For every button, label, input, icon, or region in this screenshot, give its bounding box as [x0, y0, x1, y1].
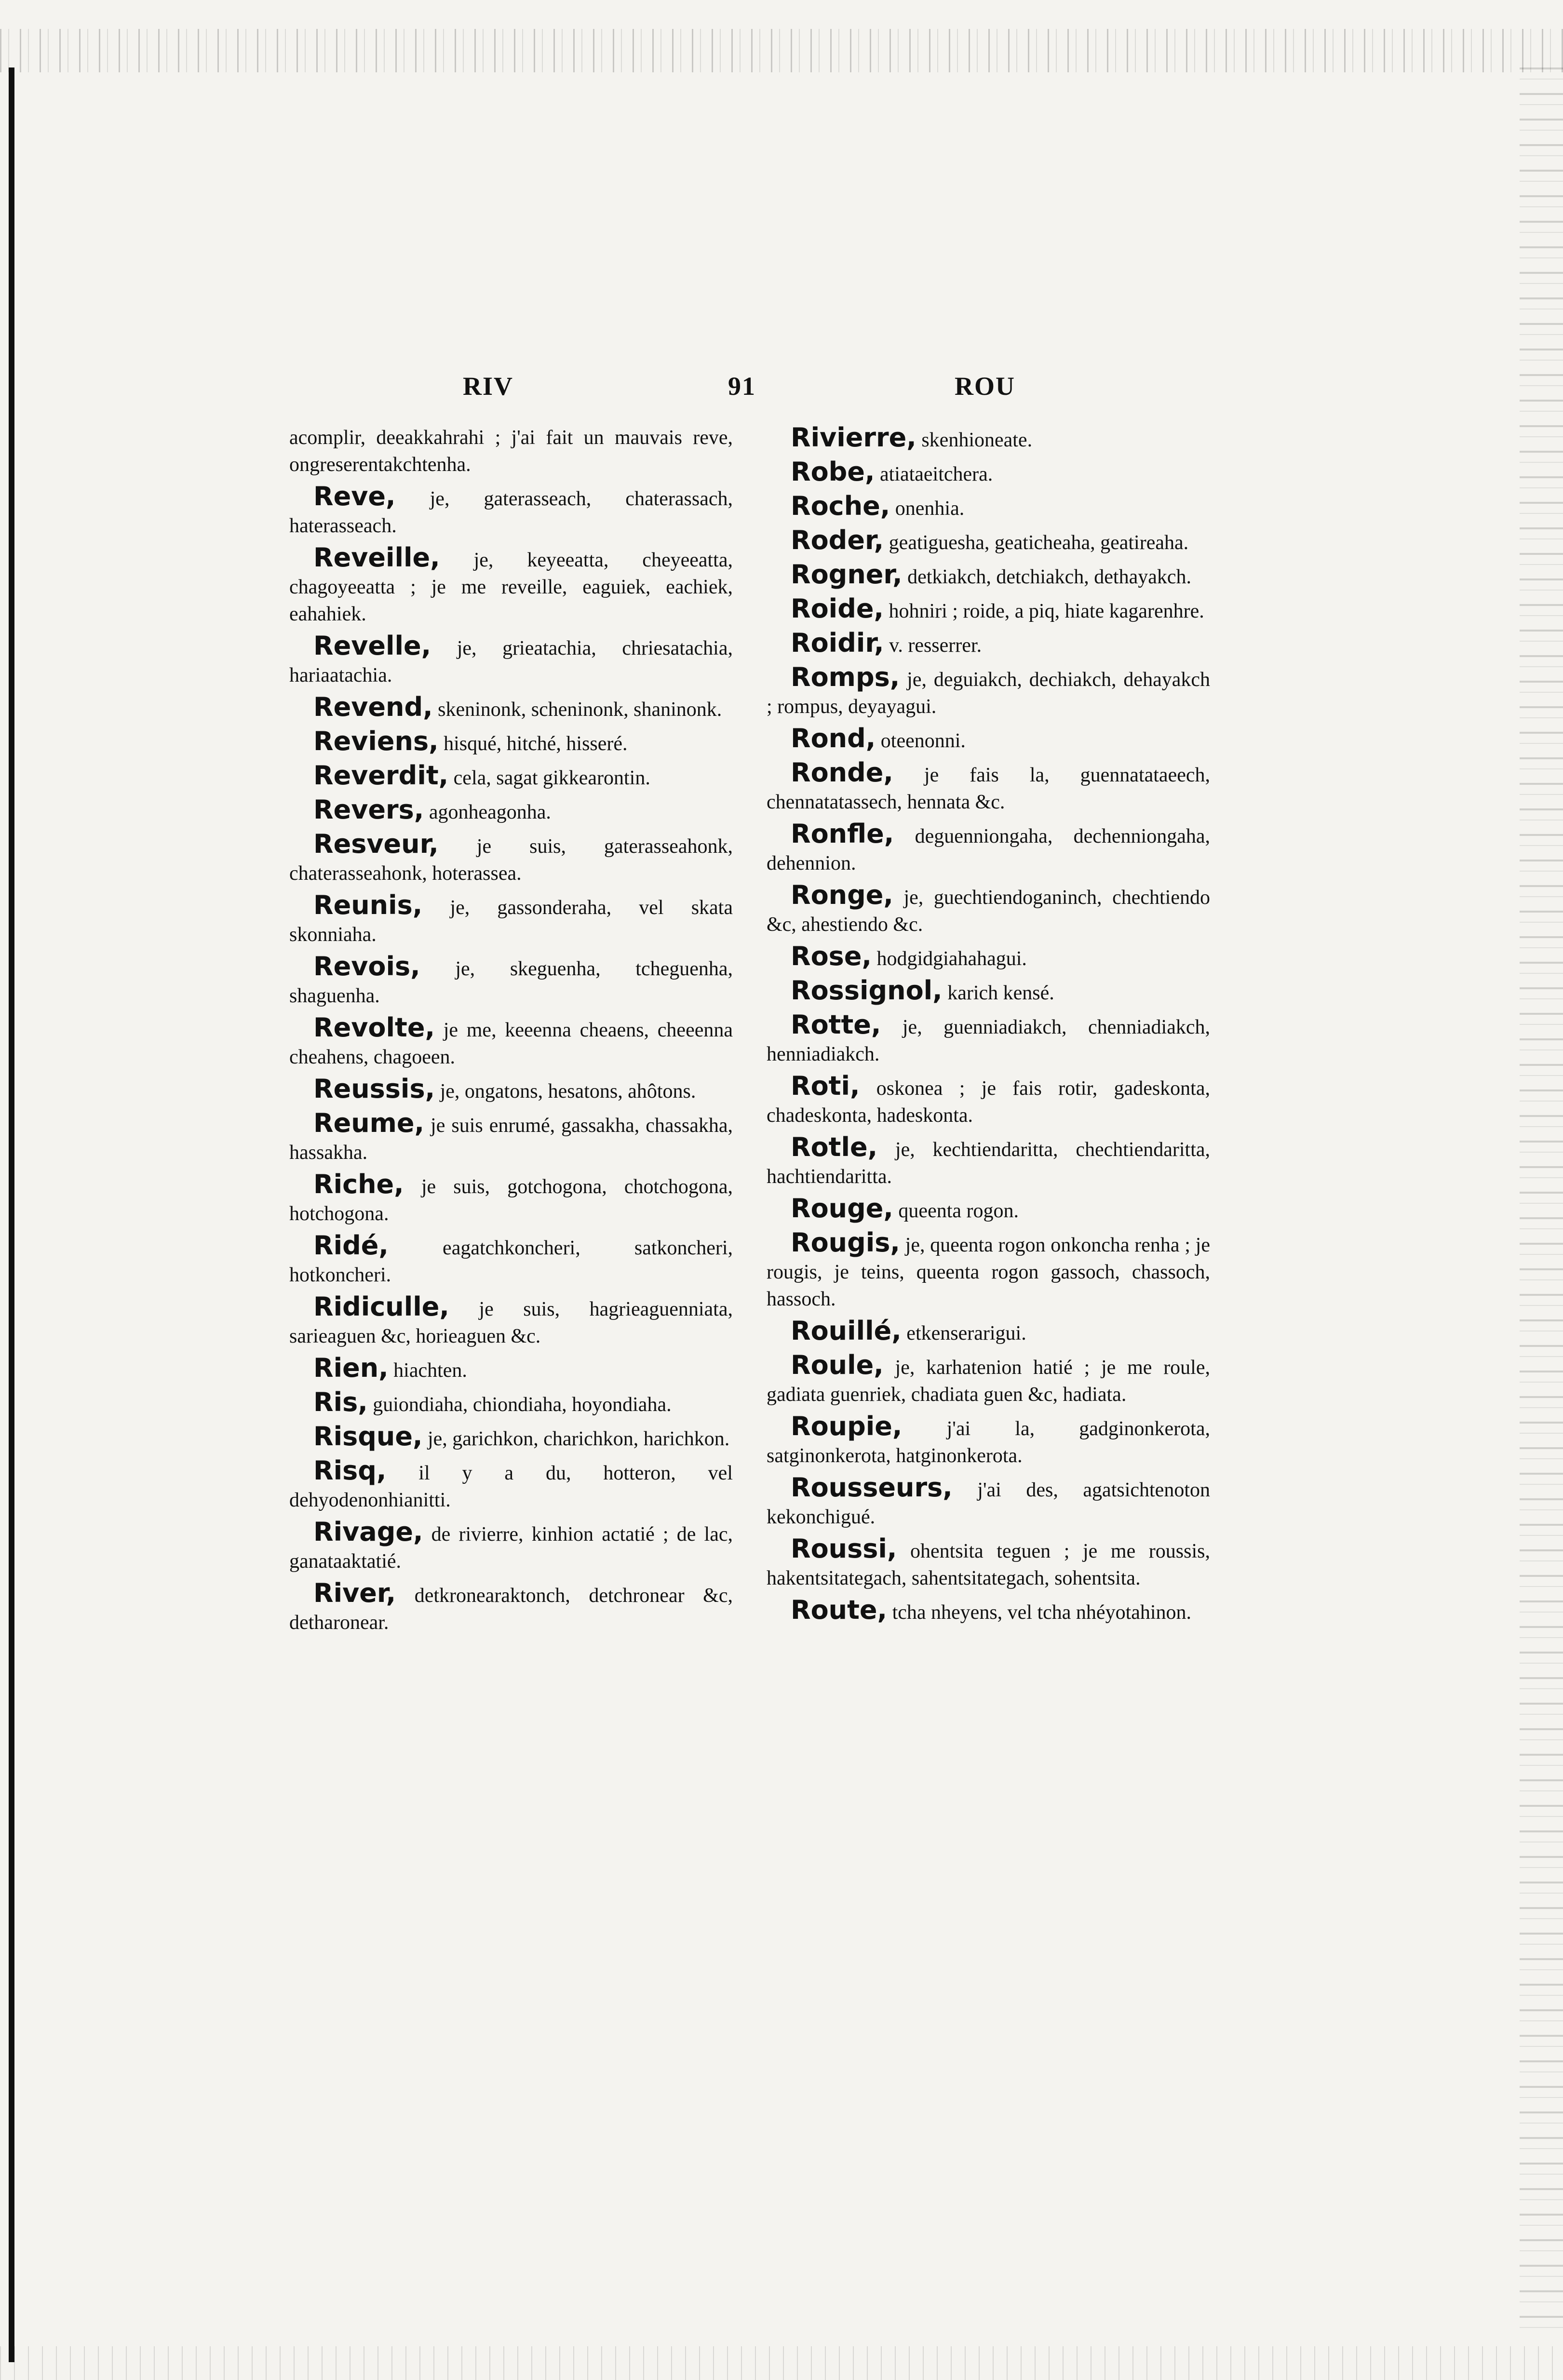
entry-definition: acomplir, deeakkahrahi ; j'ai fait un mauvais reve, ongreserentakchtenha.: [289, 427, 733, 476]
running-head-right: ROU: [955, 372, 1015, 401]
entry-definition: karich kensé.: [942, 982, 1054, 1004]
entry-definition: etkenserarigui.: [901, 1322, 1026, 1345]
dictionary-entry: [767, 1413, 1210, 1469]
dictionary-entry: [289, 1171, 733, 1227]
entry-definition: hodgidgiahahagui.: [871, 948, 1027, 970]
dictionary-entry: [289, 1389, 733, 1418]
entry-headword: Roupie,: [791, 1411, 903, 1441]
entry-headword: Roule,: [791, 1350, 884, 1380]
entry-definition: skeninonk, scheninonk, shaninonk.: [432, 699, 722, 721]
page-header: [463, 371, 1215, 415]
dictionary-entry: [289, 762, 733, 792]
entry-headword: Reviens,: [313, 726, 439, 756]
entry-headword: Rouge,: [791, 1193, 893, 1224]
dictionary-entry: [767, 820, 1210, 877]
entry-definition: guiondiaha, chiondiaha, hoyondiaha.: [367, 1394, 672, 1416]
dictionary-entry: [289, 892, 733, 948]
entry-headword: Roide,: [791, 593, 884, 624]
entry-definition: je, skeguenha, tcheguenha, shaguenha.: [289, 958, 733, 1007]
dictionary-entry: [767, 1073, 1210, 1129]
dictionary-entry: [289, 632, 733, 689]
entry-definition: oskonea ; je fais rotir, gadeskonta, chadeskonta, hadeskonta.: [767, 1077, 1210, 1127]
entry-definition: oteenonni.: [876, 730, 966, 752]
dictionary-entry: [767, 1195, 1210, 1224]
dictionary-entry: [767, 1352, 1210, 1408]
entry-definition: je, grieatachia, chriesatachia, hariaatachia.: [289, 637, 733, 686]
dictionary-entry: [289, 1076, 733, 1105]
dictionary-entry: [767, 630, 1210, 659]
entry-definition: j'ai des, agatsichtenoton kekonchigué.: [767, 1479, 1210, 1528]
left-column: [289, 424, 733, 1641]
entry-definition: je, guechtiendoganinch, chechtiendo &c, ahestiendo &c.: [767, 887, 1210, 936]
entry-definition: queenta rogon.: [893, 1200, 1019, 1222]
entry-definition: je, gassonderaha, vel skata skonniaha.: [289, 897, 733, 946]
dictionary-entry: [767, 1134, 1210, 1190]
dictionary-entry: [767, 725, 1210, 754]
entry-headword: Rogner,: [791, 559, 903, 590]
dictionary-entry: [767, 561, 1210, 591]
entry-headword: Risque,: [313, 1421, 423, 1452]
entry-definition: detkronearaktonch, detchronear &c, detharonear.: [289, 1585, 733, 1634]
entry-headword: Rougis,: [791, 1227, 900, 1258]
entry-headword: Risq,: [313, 1455, 387, 1486]
dictionary-entry: [767, 882, 1210, 938]
entry-definition: hisqué, hitché, hisseré.: [438, 733, 628, 755]
dictionary-entry: [289, 1423, 733, 1452]
entry-definition: skenhioneate.: [916, 429, 1033, 451]
scan-edge-noise-bottom: [0, 2346, 1563, 2380]
entry-definition: je fais la, guennatataeech, chennatatassech, hennata &c.: [767, 764, 1210, 813]
dictionary-entry: [289, 544, 733, 628]
entry-headword: Romps,: [791, 662, 900, 692]
page-number: 91: [728, 372, 756, 401]
entry-definition: agonheagonha.: [424, 801, 551, 823]
dictionary-entry: [289, 728, 733, 757]
dictionary-entry: [767, 493, 1210, 522]
dictionary-entry: [289, 1519, 733, 1575]
entry-definition: je, kechtiendaritta, chechtiendaritta, hachtiendaritta.: [767, 1139, 1210, 1188]
entry-headword: Riche,: [313, 1169, 404, 1199]
entry-headword: Reume,: [313, 1108, 425, 1138]
entry-definition: cela, sagat gikkearontin.: [448, 767, 650, 789]
entry-headword: Robe,: [791, 457, 875, 487]
entry-headword: Resveur,: [313, 829, 439, 859]
entry-definition: je, guenniadiakch, chenniadiakch, henniadiakch.: [767, 1016, 1210, 1065]
entry-headword: Ronfle,: [791, 819, 894, 849]
entry-definition: onenhia.: [890, 498, 965, 520]
dictionary-entry: [289, 1457, 733, 1514]
entry-definition: hohniri ; roide, a piq, hiate kagarenhre.: [883, 600, 1204, 622]
dictionary-entry: [289, 831, 733, 887]
entry-headword: Revend,: [313, 692, 433, 722]
entry-definition: je, keyeeatta, cheyeeatta, chagoyeeatta ; je me reveille, eaguiek, eachiek, eahahiek.: [289, 549, 733, 625]
entry-headword: Roti,: [791, 1071, 860, 1101]
entry-definition: deguenniongaha, dechenniongaha, dehennion.: [767, 825, 1210, 874]
dictionary-entry: [289, 1355, 733, 1384]
entry-definition: detkiakch, detchiakch, dethayakch.: [902, 566, 1192, 588]
entry-headword: River,: [313, 1578, 396, 1608]
entry-definition: j'ai la, gadginonkerota, satginonkerota, hatginonkerota.: [767, 1418, 1210, 1467]
entry-headword: Reussis,: [313, 1074, 435, 1104]
entry-definition: je me, keeenna cheaens, cheeenna cheahens, chagoeen.: [289, 1019, 733, 1068]
entry-headword: Rond,: [791, 723, 876, 753]
dictionary-entry: [767, 1535, 1210, 1592]
entry-definition: ohentsita teguen ; je me roussis, hakentsitategach, sahentsitategach, sohentsita.: [767, 1540, 1210, 1589]
dictionary-entry: [289, 1014, 733, 1071]
entry-definition: je suis, gaterasseahonk, chaterasseahonk, hoterassea.: [289, 835, 733, 885]
entry-headword: Ris,: [313, 1387, 368, 1417]
entry-headword: Route,: [791, 1595, 888, 1625]
entry-definition: je suis enrumé, gassakha, chassakha, hassakha.: [289, 1115, 733, 1164]
entry-headword: Ridé,: [313, 1230, 389, 1261]
entry-headword: Revois,: [313, 951, 420, 982]
entry-definition: je, garichkon, charichkon, harichkon.: [422, 1428, 730, 1450]
entry-definition: geatiguesha, geaticheaha, geatireaha.: [884, 532, 1189, 554]
entry-headword: Roder,: [791, 525, 884, 555]
dictionary-entry: [767, 1011, 1210, 1068]
entry-headword: Ronge,: [791, 880, 893, 910]
entry-headword: Ronde,: [791, 757, 893, 788]
entry-headword: Rotle,: [791, 1132, 878, 1162]
dictionary-entry: [289, 424, 733, 478]
entry-headword: Reve,: [313, 481, 396, 511]
dictionary-entry: [289, 796, 733, 826]
dictionary-entry: [767, 1597, 1210, 1626]
entry-headword: Ridiculle,: [313, 1291, 449, 1322]
entry-definition: je suis, hagrieaguenniata, sarieaguen &c, horieaguen &c.: [289, 1298, 733, 1347]
entry-definition: v. resserrer.: [884, 634, 982, 657]
entry-definition: je, karhatenion hatié ; je me roule, gadiata guenriek, chadiata guen &c, hadiata.: [767, 1357, 1210, 1406]
dictionary-entry: [767, 527, 1210, 556]
entry-headword: Reveille,: [313, 542, 440, 573]
entry-headword: Rivierre,: [791, 422, 916, 453]
entry-headword: Reverdit,: [313, 760, 449, 791]
entry-headword: Rousseurs,: [791, 1472, 953, 1503]
scan-edge-noise-top: [0, 29, 1563, 72]
dictionary-entry: [289, 1580, 733, 1636]
running-head-left: RIV: [463, 372, 514, 401]
dictionary-entry: [767, 943, 1210, 972]
entry-definition: eagatchkoncheri, satkoncheri, hotkoncheri.: [289, 1237, 733, 1286]
entry-definition: je, queenta rogon onkoncha renha ; je rougis, je teins, queenta rogon gassoch, chassoch, hassoch.: [767, 1234, 1210, 1310]
entry-definition: je, deguiakch, dechiakch, dehayakch ; rompus, deyayagui.: [767, 669, 1210, 718]
entry-definition: je suis, gotchogona, chotchogona, hotchogona.: [289, 1176, 733, 1225]
entry-definition: je, ongatons, hesatons, ahôtons.: [435, 1080, 696, 1103]
scan-binding-edge: [9, 67, 14, 2362]
entry-definition: je, gaterasseach, chaterassach, haterasseach.: [289, 488, 733, 537]
dictionary-entry: [289, 1110, 733, 1166]
right-column: [767, 424, 1210, 1631]
dictionary-entry: [767, 595, 1210, 625]
scan-edge-noise-right: [1520, 67, 1563, 2333]
dictionary-entry: [767, 759, 1210, 816]
dictionary-entry: [289, 1293, 733, 1350]
dictionary-entry: [767, 977, 1210, 1007]
entry-definition: de rivierre, kinhion actatié ; de lac, ganataaktatié.: [289, 1523, 733, 1573]
entry-headword: Rouillé,: [791, 1316, 902, 1346]
entry-definition: atiataeitchera.: [875, 463, 993, 485]
dictionary-entry: [767, 424, 1210, 454]
entry-headword: Revolte,: [313, 1012, 435, 1043]
dictionary-entry: [289, 953, 733, 1009]
dictionary-entry: [289, 694, 733, 723]
entry-definition: hiachten.: [388, 1359, 467, 1382]
entry-headword: Roche,: [791, 491, 890, 521]
dictionary-entry: [289, 483, 733, 539]
dictionary-entry: [289, 1232, 733, 1289]
dictionary-entry: [767, 1474, 1210, 1531]
entry-headword: Rose,: [791, 941, 872, 971]
entry-headword: Roidir,: [791, 628, 884, 658]
entry-definition: tcha nheyens, vel tcha nhéyotahinon.: [887, 1601, 1192, 1624]
entry-headword: Rossignol,: [791, 975, 943, 1006]
dictionary-entry: [767, 458, 1210, 488]
entry-headword: Reunis,: [313, 890, 423, 920]
dictionary-entry: [767, 1318, 1210, 1347]
entry-headword: Revers,: [313, 794, 424, 825]
entry-headword: Rotte,: [791, 1009, 881, 1040]
entry-headword: Revelle,: [313, 631, 431, 661]
entry-definition: il y a du, hotteron, vel dehyodenonhianitti.: [289, 1462, 733, 1511]
dictionary-entry: [767, 1229, 1210, 1313]
entry-headword: Rivage,: [313, 1517, 423, 1547]
entry-headword: Roussi,: [791, 1533, 897, 1564]
entry-headword: Rien,: [313, 1353, 389, 1383]
dictionary-entry: [767, 664, 1210, 720]
